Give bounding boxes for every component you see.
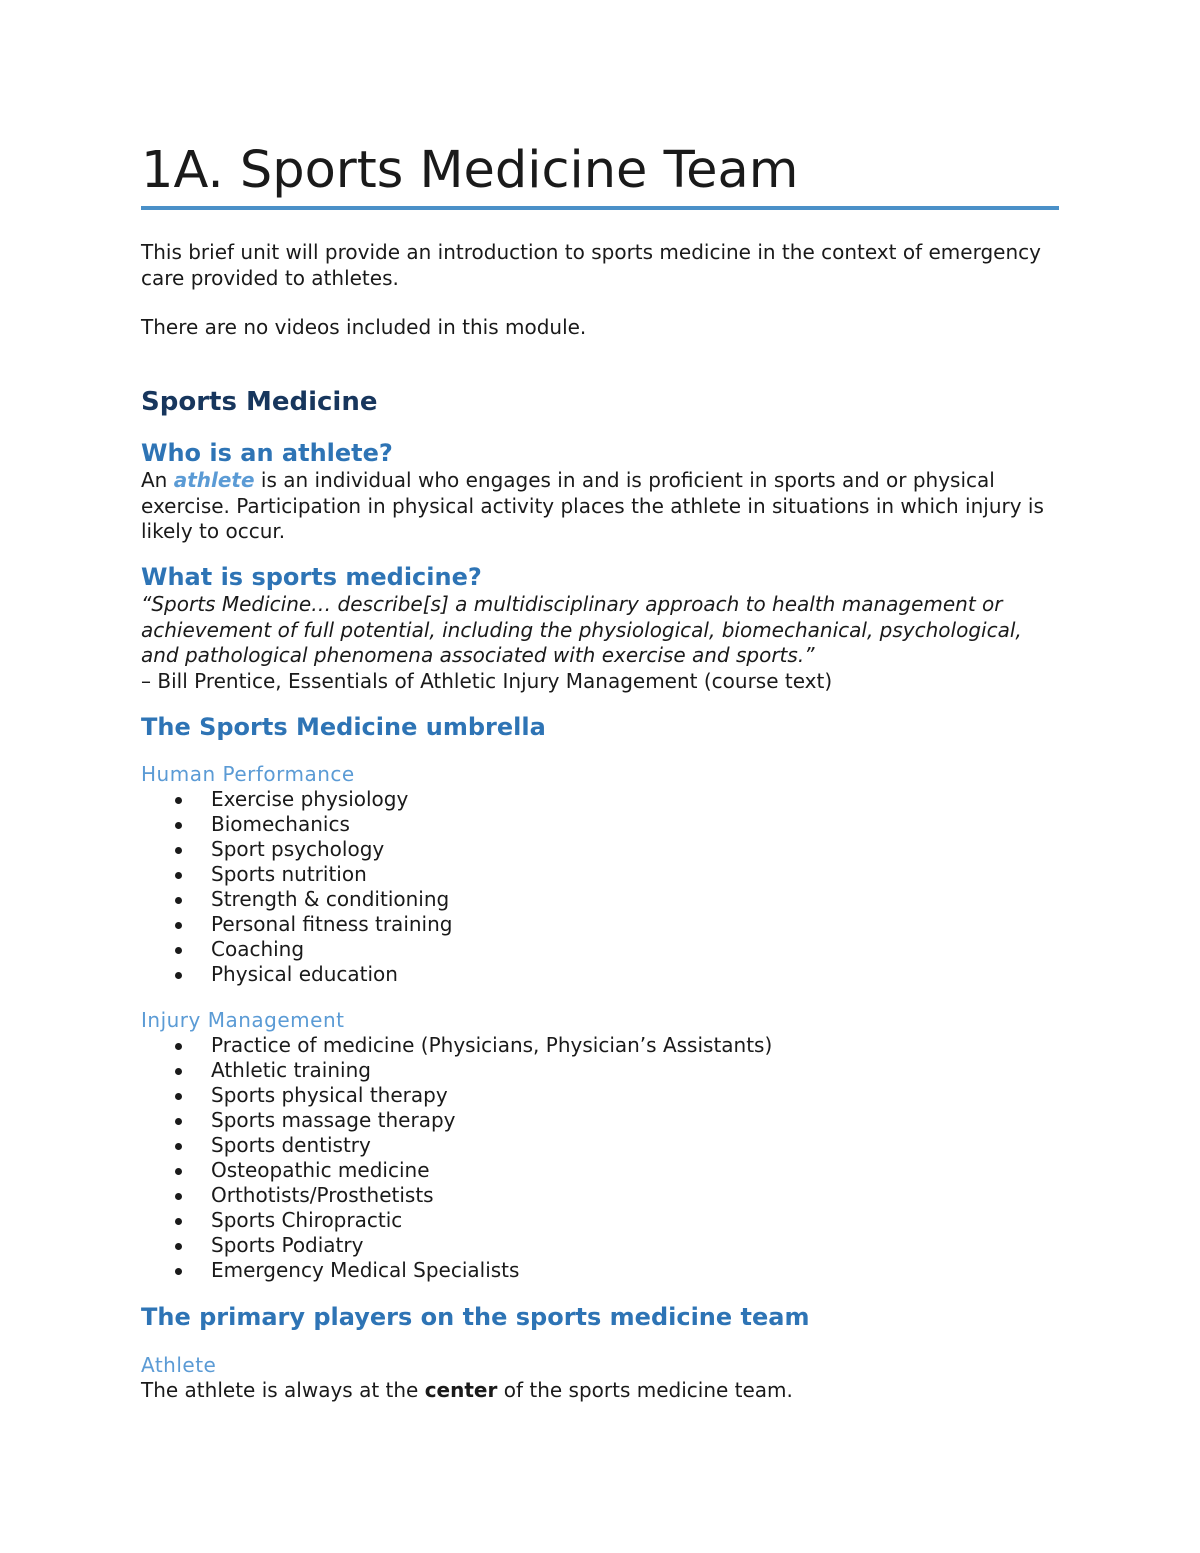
bullet-icon — [175, 972, 182, 979]
bullet-icon — [175, 797, 182, 804]
section-heading-sports-medicine: Sports Medicine — [141, 387, 378, 417]
bullet-icon — [175, 1218, 182, 1225]
list-item: Athletic training — [141, 1058, 1059, 1083]
human-performance-section — [141, 762, 1059, 987]
athlete-definition — [141, 468, 1059, 545]
bullet-icon — [175, 1268, 182, 1275]
heading-what-is-sports-medicine: What is sports medicine? — [141, 563, 482, 591]
who-is-athlete-section — [141, 438, 1059, 545]
list-item: Sports Podiatry — [141, 1233, 1059, 1258]
bullet-icon — [175, 1143, 182, 1150]
list-item: Osteopathic medicine — [141, 1158, 1059, 1183]
primary-players-section — [141, 1302, 1059, 1332]
athlete-definition-text: is an individual who engages in and is proficient in sports and or physical exercise. Participation in physical activity places the athlete in situations in which injury is likely to occur. — [141, 468, 1044, 543]
bullet-icon — [175, 922, 182, 929]
list-item: Emergency Medical Specialists — [141, 1258, 1059, 1283]
list-item: Sports physical therapy — [141, 1083, 1059, 1108]
athlete-section — [141, 1353, 1059, 1404]
list-item: Physical education — [141, 962, 1059, 987]
list-item: Sport psychology — [141, 837, 1059, 862]
list-item: Sports massage therapy — [141, 1108, 1059, 1133]
no-videos-note: There are no videos included in this module. — [141, 315, 587, 339]
list-item: Strength & conditioning — [141, 887, 1059, 912]
bullet-icon — [175, 897, 182, 904]
heading-primary-players: The primary players on the sports medicine team — [141, 1303, 810, 1331]
injury-management-section — [141, 1008, 1059, 1283]
bullet-icon — [175, 847, 182, 854]
list-item: Sports Chiropractic — [141, 1208, 1059, 1233]
bullet-icon — [175, 1093, 182, 1100]
heading-umbrella: The Sports Medicine umbrella — [141, 713, 546, 741]
list-item: Practice of medicine (Physicians, Physician’s Assistants) — [141, 1033, 1059, 1058]
injury-management-list — [141, 1033, 1059, 1283]
what-is-sports-medicine-section — [141, 562, 1059, 694]
intro-section — [141, 240, 1059, 341]
list-item: Sports dentistry — [141, 1133, 1059, 1158]
title-underline — [141, 206, 1059, 210]
intro-paragraph: This brief unit will provide an introduction to sports medicine in the context of emergency care provided to athletes. — [141, 240, 1041, 290]
heading-athlete: Athlete — [141, 1353, 217, 1377]
bullet-icon — [175, 872, 182, 879]
quote-attribution: – Bill Prentice, Essentials of Athletic Injury Management (course text) — [141, 668, 833, 693]
page-title: 1A. Sports Medicine Team — [141, 141, 799, 200]
list-item: Personal fitness training — [141, 912, 1059, 937]
heading-human-performance: Human Performance — [141, 762, 355, 786]
bullet-icon — [175, 1118, 182, 1125]
athlete-definition-prefix: An — [141, 468, 168, 492]
umbrella-section — [141, 712, 1059, 742]
athlete-term: athlete — [173, 468, 255, 492]
bullet-icon — [175, 1243, 182, 1250]
list-item: Coaching — [141, 937, 1059, 962]
bullet-icon — [175, 1068, 182, 1075]
bullet-icon — [175, 1193, 182, 1200]
sports-medicine-quote: “Sports Medicine… describe[s] a multidisciplinary approach to health management or achievement of full potential, including the physiological, biomechanical, psychological, and pathological phenomena associated with exercise and sports.” — [141, 592, 1022, 667]
center-emphasis: center — [424, 1378, 498, 1402]
heading-who-is-athlete: Who is an athlete? — [141, 439, 393, 467]
heading-injury-management: Injury Management — [141, 1008, 345, 1032]
bullet-icon — [175, 947, 182, 954]
human-performance-list — [141, 787, 1059, 987]
list-item: Biomechanics — [141, 812, 1059, 837]
bullet-icon — [175, 1168, 182, 1175]
sports-medicine-section — [141, 386, 1059, 418]
bullet-icon — [175, 1043, 182, 1050]
bullet-icon — [175, 822, 182, 829]
list-item: Exercise physiology — [141, 787, 1059, 812]
athlete-center-sentence: The athlete is always at the center of the sports medicine team. — [141, 1378, 793, 1402]
list-item: Orthotists/Prosthetists — [141, 1183, 1059, 1208]
list-item: Sports nutrition — [141, 862, 1059, 887]
